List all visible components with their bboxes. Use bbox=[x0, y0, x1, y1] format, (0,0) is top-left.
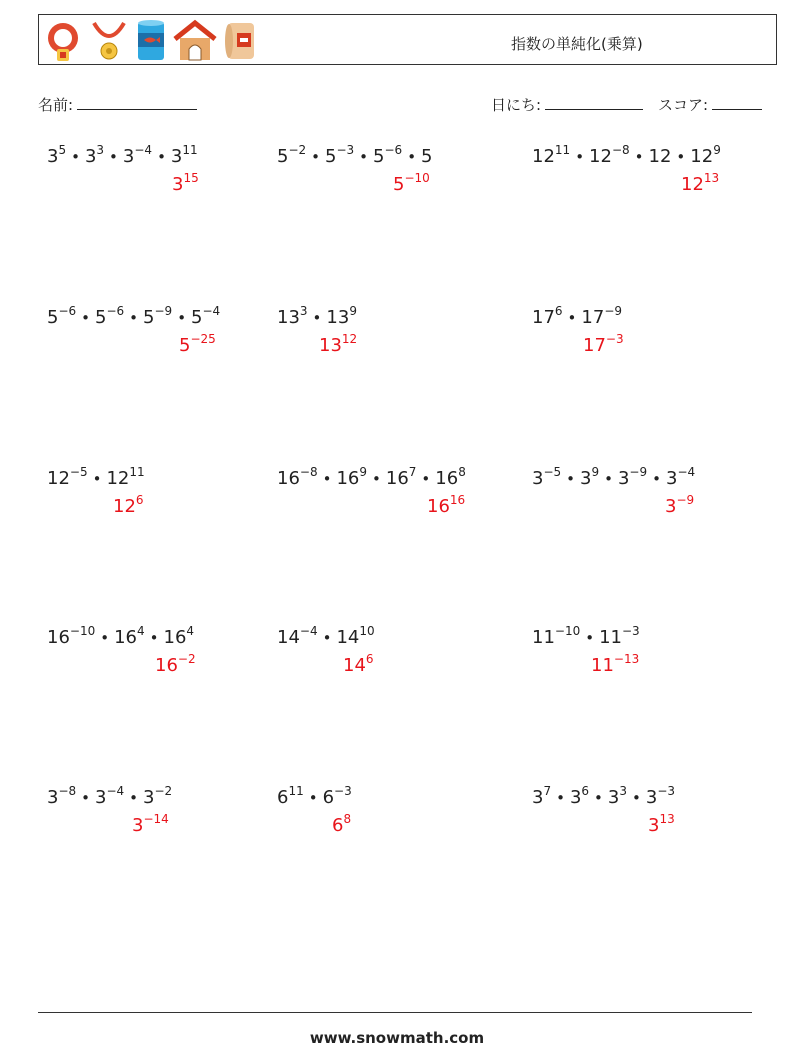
answer-term bbox=[332, 812, 352, 836]
exponent: 12 bbox=[341, 332, 358, 346]
exponent: −3 bbox=[657, 784, 676, 798]
worksheet-title: 指数の単純化(乗算) bbox=[511, 35, 643, 53]
base: 3 bbox=[645, 787, 658, 808]
base: 3 bbox=[569, 787, 582, 808]
problem-term bbox=[589, 143, 630, 167]
problem-term bbox=[191, 304, 221, 328]
exponent: −2 bbox=[288, 143, 307, 157]
problem-term bbox=[532, 143, 571, 167]
base: 3 bbox=[143, 787, 155, 808]
header-box bbox=[38, 14, 777, 65]
exponent: 11 bbox=[129, 465, 145, 479]
problem-expression bbox=[47, 465, 145, 489]
problem-term bbox=[336, 624, 375, 648]
base: 5 bbox=[179, 335, 191, 356]
problem-term bbox=[84, 143, 105, 167]
problem-term bbox=[143, 784, 173, 808]
base: 3 bbox=[532, 468, 544, 489]
multiply-dot: • bbox=[632, 789, 641, 807]
exponent: 6 bbox=[365, 652, 374, 666]
exponent: 13 bbox=[659, 812, 675, 826]
exponent: 3 bbox=[96, 143, 105, 157]
base: 3 bbox=[122, 146, 135, 167]
problem-answer bbox=[343, 652, 374, 676]
problem-term bbox=[581, 304, 623, 328]
multiply-dot: • bbox=[407, 148, 417, 166]
answer-term bbox=[393, 171, 430, 195]
base: 12 bbox=[648, 146, 672, 167]
multiply-dot: • bbox=[585, 629, 595, 647]
multiply-dot: • bbox=[100, 629, 110, 647]
exponent: −6 bbox=[384, 143, 403, 157]
problem-term bbox=[122, 143, 153, 167]
base: 16 bbox=[435, 468, 459, 489]
exponent: 9 bbox=[359, 465, 368, 479]
problem-term bbox=[532, 624, 581, 648]
base: 5 bbox=[95, 307, 107, 328]
problem-expression bbox=[277, 624, 375, 648]
base: 5 bbox=[191, 307, 203, 328]
exponent: −14 bbox=[143, 812, 169, 826]
exponent: 11 bbox=[554, 143, 571, 157]
problem-term bbox=[277, 784, 304, 808]
problem-term bbox=[322, 784, 352, 808]
base: 6 bbox=[332, 815, 344, 836]
base: 6 bbox=[277, 787, 289, 808]
problem-term bbox=[385, 465, 417, 489]
base: 3 bbox=[84, 146, 97, 167]
problem-answer bbox=[583, 332, 624, 356]
problem-term bbox=[170, 143, 198, 167]
problem-term bbox=[143, 304, 173, 328]
name-field bbox=[38, 94, 197, 115]
base: 3 bbox=[47, 787, 59, 808]
exponent: −4 bbox=[677, 465, 696, 479]
exponent: 9 bbox=[349, 304, 357, 318]
score-blank[interactable] bbox=[712, 95, 762, 110]
multiply-dot: • bbox=[359, 148, 369, 166]
problem-term bbox=[532, 784, 552, 808]
problem-answer bbox=[681, 171, 720, 195]
date-label: 日にち: bbox=[491, 96, 542, 114]
exponent: −3 bbox=[336, 143, 355, 157]
problem-term bbox=[277, 624, 318, 648]
exponent: −8 bbox=[58, 784, 77, 798]
exponent: −5 bbox=[69, 465, 88, 479]
exponent: 15 bbox=[183, 171, 199, 185]
ring-icon bbox=[43, 19, 83, 63]
problem-term bbox=[325, 143, 355, 167]
problem-term bbox=[665, 465, 696, 489]
base: 5 bbox=[325, 146, 337, 167]
multiply-dot: • bbox=[575, 148, 585, 166]
multiply-dot: • bbox=[322, 470, 332, 488]
answer-term bbox=[665, 493, 695, 517]
base: 12 bbox=[589, 146, 612, 167]
score-label: スコア: bbox=[658, 96, 709, 114]
base: 11 bbox=[591, 655, 614, 676]
exponent: −2 bbox=[154, 784, 173, 798]
footer-website: www.snowmath.com bbox=[309, 1029, 485, 1047]
problem-term bbox=[95, 784, 125, 808]
base: 5 bbox=[277, 146, 289, 167]
exponent: 7 bbox=[408, 465, 417, 479]
exponent: −4 bbox=[202, 304, 221, 318]
date-blank[interactable] bbox=[545, 95, 643, 110]
exponent: 8 bbox=[343, 812, 352, 826]
problem-answer bbox=[172, 171, 199, 195]
problem-answer bbox=[113, 493, 144, 517]
answer-term bbox=[591, 652, 640, 676]
multiply-dot: • bbox=[556, 789, 565, 807]
problem-term bbox=[163, 624, 195, 648]
exponent: −25 bbox=[190, 332, 216, 346]
problem-term bbox=[645, 784, 676, 808]
base: 12 bbox=[47, 468, 70, 489]
base: 16 bbox=[385, 468, 409, 489]
problem-expression bbox=[532, 304, 623, 328]
problem-answer bbox=[665, 493, 695, 517]
score-field bbox=[658, 94, 762, 115]
problem-expression bbox=[47, 304, 221, 328]
problem-term bbox=[95, 304, 125, 328]
problem-answer bbox=[332, 812, 352, 836]
multiply-dot: • bbox=[129, 309, 139, 327]
base: 5 bbox=[393, 174, 405, 195]
exponent: 4 bbox=[186, 624, 195, 638]
exponent: 8 bbox=[458, 465, 466, 479]
exponent: 10 bbox=[359, 624, 375, 638]
exponent: −5 bbox=[543, 465, 562, 479]
multiply-dot: • bbox=[177, 309, 187, 327]
problem-expression bbox=[47, 784, 173, 808]
problem-answer bbox=[132, 812, 169, 836]
problem-term bbox=[326, 304, 357, 328]
base: 16 bbox=[427, 496, 450, 517]
exponent: −10 bbox=[404, 171, 430, 185]
problem-term bbox=[47, 784, 77, 808]
multiply-dot: • bbox=[676, 148, 686, 166]
exponent: −10 bbox=[69, 624, 96, 638]
problem-term bbox=[106, 465, 145, 489]
base: 5 bbox=[143, 307, 155, 328]
exponent: 6 bbox=[554, 304, 563, 318]
base: 13 bbox=[277, 307, 300, 328]
dog-house-icon bbox=[173, 19, 217, 63]
problem-expression bbox=[277, 784, 352, 808]
base: 12 bbox=[113, 496, 136, 517]
exponent: −3 bbox=[334, 784, 352, 798]
exponent: −3 bbox=[605, 332, 624, 346]
answer-term bbox=[319, 332, 358, 356]
problem-answer bbox=[393, 171, 430, 195]
base: 3 bbox=[132, 815, 144, 836]
base: 5 bbox=[421, 146, 433, 167]
multiply-dot: • bbox=[312, 309, 322, 327]
multiply-dot: • bbox=[567, 309, 577, 327]
answer-term bbox=[113, 493, 144, 517]
base: 3 bbox=[607, 787, 620, 808]
base: 3 bbox=[665, 468, 678, 489]
problem-answer bbox=[155, 652, 196, 676]
base: 14 bbox=[336, 627, 360, 648]
base: 17 bbox=[583, 335, 606, 356]
exponent: 7 bbox=[543, 784, 552, 798]
base: 3 bbox=[170, 146, 183, 167]
multiply-dot: • bbox=[81, 309, 91, 327]
problem-expression bbox=[47, 143, 198, 167]
multiply-dot: • bbox=[566, 470, 576, 488]
answer-term bbox=[179, 332, 216, 356]
cat-food-can-icon bbox=[135, 19, 167, 63]
base: 17 bbox=[581, 307, 605, 328]
footer-divider bbox=[38, 1012, 752, 1013]
base: 6 bbox=[322, 787, 335, 808]
problem-term bbox=[421, 146, 432, 167]
base: 12 bbox=[532, 146, 555, 167]
base: 3 bbox=[47, 146, 59, 167]
problem-term bbox=[47, 143, 67, 167]
exponent: −4 bbox=[299, 624, 318, 638]
problem-term bbox=[599, 624, 640, 648]
problem-answer bbox=[319, 332, 358, 356]
problem-answer bbox=[179, 332, 216, 356]
multiply-dot: • bbox=[421, 470, 431, 488]
base: 14 bbox=[277, 627, 300, 648]
exponent: 3 bbox=[619, 784, 627, 798]
base: 3 bbox=[665, 496, 677, 517]
multiply-dot: • bbox=[81, 789, 91, 807]
problem-expression bbox=[277, 304, 357, 328]
problem-expression bbox=[532, 143, 721, 167]
base: 14 bbox=[343, 655, 366, 676]
multiply-dot: • bbox=[157, 148, 166, 166]
problem-term bbox=[277, 143, 307, 167]
pet-collar-icon bbox=[89, 19, 129, 63]
exponent: −9 bbox=[629, 465, 648, 479]
problem-answer bbox=[427, 493, 466, 517]
base: 11 bbox=[532, 627, 555, 648]
answer-term bbox=[583, 332, 624, 356]
multiply-dot: • bbox=[372, 470, 381, 488]
exponent: −13 bbox=[613, 652, 640, 666]
exponent: −4 bbox=[134, 143, 153, 157]
exponent: 11 bbox=[182, 143, 198, 157]
base: 16 bbox=[47, 627, 70, 648]
problem-term bbox=[435, 465, 466, 489]
exponent: 13 bbox=[703, 171, 720, 185]
exponent: 6 bbox=[135, 493, 144, 507]
base: 12 bbox=[690, 146, 714, 167]
base: 12 bbox=[681, 174, 704, 195]
multiply-dot: • bbox=[594, 789, 603, 807]
exponent: 11 bbox=[288, 784, 304, 798]
exponent: −9 bbox=[676, 493, 695, 507]
multiply-dot: • bbox=[71, 148, 80, 166]
exponent: 6 bbox=[581, 784, 590, 798]
exponent: −9 bbox=[604, 304, 623, 318]
multiply-dot: • bbox=[129, 789, 139, 807]
base: 17 bbox=[532, 307, 555, 328]
header-icons bbox=[43, 19, 259, 63]
base: 16 bbox=[114, 627, 137, 648]
problem-term bbox=[373, 143, 403, 167]
base: 11 bbox=[599, 627, 622, 648]
base: 3 bbox=[617, 468, 630, 489]
multiply-dot: • bbox=[322, 629, 332, 647]
problem-expression bbox=[532, 465, 696, 489]
problem-term bbox=[47, 624, 96, 648]
base: 3 bbox=[580, 468, 592, 489]
problem-expression bbox=[532, 624, 640, 648]
name-blank[interactable] bbox=[77, 95, 197, 110]
problem-expression bbox=[277, 143, 433, 167]
problem-term bbox=[47, 304, 77, 328]
base: 16 bbox=[163, 627, 187, 648]
problem-term bbox=[569, 784, 590, 808]
answer-term bbox=[132, 812, 169, 836]
base: 16 bbox=[277, 468, 300, 489]
problem-term bbox=[649, 146, 672, 167]
exponent: −8 bbox=[611, 143, 630, 157]
problem-term bbox=[336, 465, 368, 489]
exponent: 5 bbox=[58, 143, 67, 157]
problem-term bbox=[277, 304, 308, 328]
base: 5 bbox=[373, 146, 385, 167]
answer-term bbox=[155, 652, 196, 676]
base: 13 bbox=[326, 307, 350, 328]
base: 13 bbox=[319, 335, 342, 356]
problem-term bbox=[580, 465, 600, 489]
exponent: 9 bbox=[591, 465, 600, 479]
answer-term bbox=[648, 812, 675, 836]
exponent: 9 bbox=[713, 143, 721, 157]
base: 16 bbox=[155, 655, 178, 676]
problem-expression bbox=[47, 624, 195, 648]
multiply-dot: • bbox=[634, 148, 644, 166]
date-field bbox=[491, 94, 643, 115]
base: 16 bbox=[336, 468, 360, 489]
problem-term bbox=[47, 465, 88, 489]
multiply-dot: • bbox=[92, 470, 102, 488]
exponent: −6 bbox=[106, 304, 125, 318]
multiply-dot: • bbox=[311, 148, 321, 166]
answer-term bbox=[172, 171, 199, 195]
multiply-dot: • bbox=[604, 470, 613, 488]
exponent: −3 bbox=[622, 624, 640, 638]
answer-term bbox=[343, 652, 374, 676]
exponent: −4 bbox=[106, 784, 125, 798]
exponent: −8 bbox=[299, 465, 318, 479]
problem-term bbox=[532, 304, 563, 328]
exponent: 4 bbox=[137, 624, 145, 638]
problem-term bbox=[690, 143, 721, 167]
exponent: −10 bbox=[554, 624, 581, 638]
multiply-dot: • bbox=[149, 629, 159, 647]
answer-term bbox=[681, 171, 720, 195]
base: 12 bbox=[106, 468, 130, 489]
problem-term bbox=[532, 465, 562, 489]
problem-expression bbox=[277, 465, 466, 489]
exponent: 3 bbox=[299, 304, 308, 318]
multiply-dot: • bbox=[652, 470, 661, 488]
problem-term bbox=[617, 465, 648, 489]
base: 3 bbox=[648, 815, 660, 836]
problem-answer bbox=[648, 812, 675, 836]
multiply-dot: • bbox=[109, 148, 118, 166]
base: 3 bbox=[172, 174, 184, 195]
problem-expression bbox=[532, 784, 676, 808]
problem-term bbox=[607, 784, 627, 808]
exponent: −2 bbox=[177, 652, 196, 666]
name-label: 名前: bbox=[38, 96, 74, 114]
exponent: −9 bbox=[154, 304, 173, 318]
base: 3 bbox=[95, 787, 107, 808]
dog-treat-icon bbox=[223, 19, 259, 63]
exponent: −6 bbox=[58, 304, 77, 318]
multiply-dot: • bbox=[308, 789, 318, 807]
answer-term bbox=[427, 493, 466, 517]
problem-answer bbox=[591, 652, 640, 676]
base: 5 bbox=[47, 307, 59, 328]
exponent: 16 bbox=[449, 493, 466, 507]
problem-term bbox=[277, 465, 318, 489]
problem-term bbox=[114, 624, 145, 648]
base: 3 bbox=[532, 787, 544, 808]
